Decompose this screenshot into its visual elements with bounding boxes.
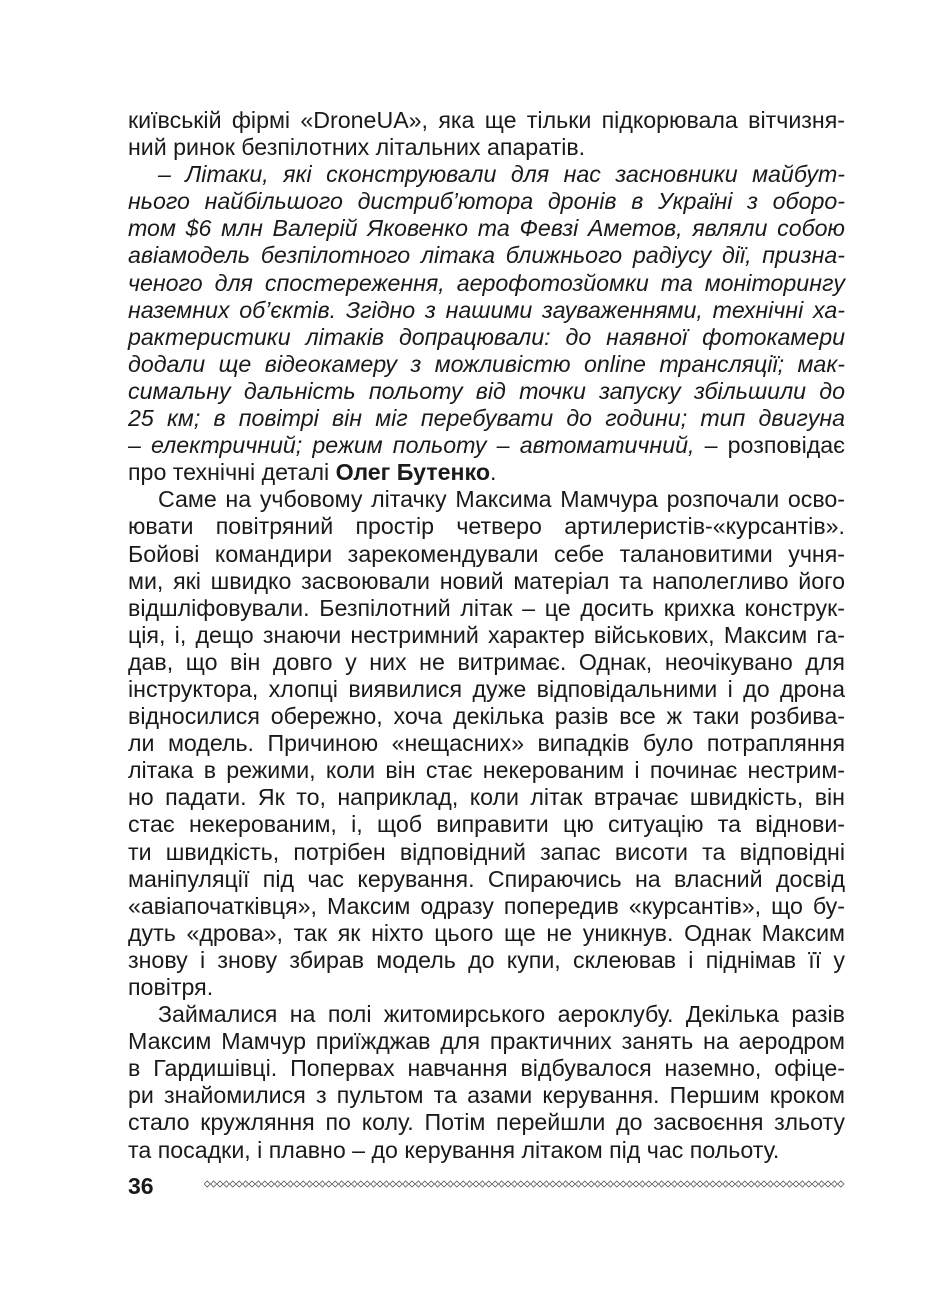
ornament-link	[531, 1181, 537, 1187]
ornament-link	[787, 1181, 793, 1187]
ornament-link	[262, 1181, 268, 1187]
ornament-link	[409, 1181, 415, 1187]
ornament-link	[505, 1181, 511, 1187]
ornament-link	[723, 1181, 729, 1187]
ornament-link	[838, 1181, 844, 1187]
ornament-link	[364, 1181, 370, 1187]
ornament-link	[204, 1181, 210, 1187]
text-line-content: – Літаки, які сконструювали для нас засновники майбут-	[158, 161, 845, 188]
text-line	[128, 811, 845, 838]
ornament-link	[326, 1181, 332, 1187]
ornament-link	[332, 1181, 338, 1187]
text-line	[128, 351, 845, 378]
ornament-link	[339, 1181, 345, 1187]
text-line	[128, 432, 845, 459]
ornament-link	[755, 1181, 761, 1187]
ornament-link	[300, 1181, 306, 1187]
ornament-link	[390, 1181, 396, 1187]
ornament-link	[665, 1181, 671, 1187]
text-line-content: рактеристики літаків допрацювали: до наявної фотокамери	[128, 323, 845, 350]
text-line-content: ри знайомилися з пультом та азами керування. Першим кроком	[128, 1082, 845, 1109]
text-line-content: відшліфовували. Безпілотний літак – це досить крихка конструк-	[128, 594, 845, 621]
ornament-link	[806, 1181, 812, 1187]
ornament-link	[345, 1181, 351, 1187]
text-line	[128, 1001, 845, 1028]
text-line-content: Максим Мамчур приїжджав для практичних занять на аеродром	[128, 1028, 845, 1055]
ornament-link	[435, 1181, 441, 1187]
ornament-link	[633, 1181, 639, 1187]
text-line-content: ченого для спостереження, аерофотозйомки та моніторингу	[128, 269, 845, 296]
text-line	[128, 513, 845, 540]
ornament-link	[761, 1181, 767, 1187]
ornament-link	[428, 1181, 434, 1187]
text-line-content: ювати повітряний простір четверо артилеристів-«курсантів».	[128, 513, 845, 540]
text-line	[128, 1109, 845, 1136]
text-line	[128, 757, 845, 784]
text-line-content: ли модель. Причиною «нещасних» випадків було потрапляння	[128, 730, 845, 757]
text-line-content: літака в режими, коли він стає некерованим і починає нестрим-	[128, 757, 845, 784]
text-line	[128, 378, 845, 405]
ornament-link	[511, 1181, 517, 1187]
ornament-link	[377, 1181, 383, 1187]
text-line-content: Саме на учбовому літачку Максима Мамчура розпочали осво-	[158, 486, 845, 513]
ornament-link	[211, 1181, 217, 1187]
ornament-link	[217, 1181, 223, 1187]
ornament-link	[659, 1181, 665, 1187]
ornament-link	[652, 1181, 658, 1187]
ornament-link	[313, 1181, 319, 1187]
text-line	[128, 107, 845, 134]
text-line	[128, 893, 845, 920]
ornament-link	[383, 1181, 389, 1187]
text-line	[128, 242, 845, 269]
text-line	[128, 405, 845, 432]
ornament-link	[729, 1181, 735, 1187]
ornament-link	[454, 1181, 460, 1187]
text-line-content: знову і знову збирав модель до купи, склеював і піднімав її у	[128, 946, 845, 973]
ornament-link	[710, 1181, 716, 1187]
ornament-link	[223, 1181, 229, 1187]
ornament-link	[703, 1181, 709, 1187]
ornament-link	[441, 1181, 447, 1187]
ornament-link	[671, 1181, 677, 1187]
text-line	[128, 1082, 845, 1109]
ornament-link	[748, 1181, 754, 1187]
ornament-link	[460, 1181, 466, 1187]
ornament-link	[575, 1181, 581, 1187]
ornament-link	[819, 1181, 825, 1187]
text-line	[128, 188, 845, 215]
ornament-link	[294, 1181, 300, 1187]
text-line-content: Займалися на полі житомирського аероклубу. Декілька разів	[158, 1001, 845, 1028]
text-line	[128, 297, 845, 324]
ornament-link	[230, 1181, 236, 1187]
text-line-content: «авіапочатківця», Максим одразу попередив «курсантів», що бу-	[128, 892, 845, 919]
ornament-link	[467, 1181, 473, 1187]
ornament-link	[582, 1181, 588, 1187]
ornament-link	[371, 1181, 377, 1187]
text-line	[128, 649, 845, 676]
ornament-link	[268, 1181, 274, 1187]
ornament-link	[396, 1181, 402, 1187]
ornament-link	[646, 1181, 652, 1187]
ornament-link	[486, 1181, 492, 1187]
ornament-link	[735, 1181, 741, 1187]
text-line	[128, 541, 845, 568]
ornament-link	[742, 1181, 748, 1187]
text-line	[128, 486, 845, 513]
ornament-link	[697, 1181, 703, 1187]
text-line-content: Бойові командири зарекомендували себе талановитими учня-	[128, 540, 845, 567]
text-line	[128, 866, 845, 893]
ornament-link	[307, 1181, 313, 1187]
ornament-link	[518, 1181, 524, 1187]
ornament-link	[550, 1181, 556, 1187]
ornament-link	[793, 1181, 799, 1187]
ornament-link	[812, 1181, 818, 1187]
text-line	[128, 1028, 845, 1055]
text-line	[128, 215, 845, 242]
ornament-link	[492, 1181, 498, 1187]
ornament-link	[601, 1181, 607, 1187]
text-line-content: повітря.	[128, 974, 214, 1000]
ornament-link	[479, 1181, 485, 1187]
ornament-link	[595, 1181, 601, 1187]
text-line	[128, 703, 845, 730]
ornament-link	[831, 1181, 837, 1187]
text-line-content: но падати. Як то, наприклад, коли літак втрачає швидкість, він	[128, 784, 845, 811]
text-line-content: стало кружляння по колу. Потім перейшли до засвоєння зльоту	[128, 1109, 845, 1136]
text-line-content: в Гардишівці. Попервах навчання відбувалося наземно, офіце-	[128, 1055, 845, 1082]
ornament-link	[415, 1181, 421, 1187]
text-line-content: симальну дальність польоту від точки запуску збільшили до	[128, 377, 845, 404]
ornament-link	[499, 1181, 505, 1187]
ornament-link	[716, 1181, 722, 1187]
ornament-link	[524, 1181, 530, 1187]
ornament-link	[243, 1181, 249, 1187]
text-line-content: – електричний; режим польоту – автоматичний,	[128, 432, 695, 459]
text-line-content: 25 км; в повітрі він міг перебувати до години; тип двигуна	[128, 405, 845, 432]
text-line	[128, 974, 845, 1001]
ornament-link	[767, 1181, 773, 1187]
text-line	[128, 1055, 845, 1082]
ornament-link	[774, 1181, 780, 1187]
ornament-link	[684, 1181, 690, 1187]
decorative-chain-rule	[204, 1180, 845, 1188]
ornament-link	[678, 1181, 684, 1187]
text-line	[128, 622, 845, 649]
text-line	[128, 920, 845, 947]
ornament-link	[607, 1181, 613, 1187]
text-line-content: та посадки, і плавно – до керування літаком під час польоту.	[128, 1136, 780, 1163]
ornament-link	[588, 1181, 594, 1187]
text-line	[128, 730, 845, 757]
text-line-content: відносилися обережно, хоча декілька разів все ж таки розбива-	[128, 703, 845, 730]
text-line	[128, 595, 845, 622]
sentence-end: .	[490, 459, 497, 486]
text-line-content: ний ринок безпілотних літальних апаратів.	[128, 134, 586, 161]
ornament-link	[287, 1181, 293, 1187]
text-line	[128, 161, 845, 188]
text-line-content: дуть «дрова», так як ніхто цього ще не уникнув. Однак Максим	[128, 919, 845, 946]
page-number: 36	[128, 1173, 154, 1199]
ornament-link	[556, 1181, 562, 1187]
text-line-content: ція, і, дещо знаючи нестримний характер військових, Максим га-	[128, 621, 845, 648]
ornament-link	[537, 1181, 543, 1187]
speaker-name: Олег Бутенко	[335, 459, 491, 486]
ornament-link	[799, 1181, 805, 1187]
text-line	[128, 1137, 845, 1164]
ornament-link	[825, 1181, 831, 1187]
ornament-link	[627, 1181, 633, 1187]
ornament-link	[358, 1181, 364, 1187]
ornament-link	[319, 1181, 325, 1187]
text-line-content: наземних об’єктів. Згідно з нашими зауваженнями, технічні ха-	[128, 296, 845, 323]
ornament-link	[351, 1181, 357, 1187]
ornament-link	[447, 1181, 453, 1187]
text-line	[128, 784, 845, 811]
text-line-content: том $6 млн Валерій Яковенко та Февзі Аметов, являли собою	[128, 215, 845, 242]
text-line	[128, 676, 845, 703]
ornament-link	[569, 1181, 575, 1187]
text-line	[128, 134, 845, 161]
text-line-content: київській фірмі «DroneUA», яка ще тільки підкорювала вітчизня-	[128, 107, 845, 133]
text-line-content: про технічні деталі	[128, 459, 336, 486]
ornament-link	[543, 1181, 549, 1187]
text-line	[128, 947, 845, 974]
text-line-content: ми, які швидко засвоювали новий матеріал та наполегливо його	[128, 567, 845, 594]
text-line-content: стає некерованим, і, щоб виправити цю ситуацію та віднови-	[128, 811, 845, 838]
ornament-link	[403, 1181, 409, 1187]
text-line	[128, 568, 845, 595]
text-line	[128, 839, 845, 866]
ornament-link	[780, 1181, 786, 1187]
ornament-link	[563, 1181, 569, 1187]
page-footer	[128, 1170, 845, 1200]
text-line-content: нього найбільшого дистриб’ютора дронів в Україні з оборо-	[128, 188, 845, 215]
ornament-link	[249, 1181, 255, 1187]
ornament-link	[639, 1181, 645, 1187]
text-line-content: інструктора, хлопці виявилися дуже відповідальними і до дрона	[128, 675, 845, 702]
text-line-content: ти швидкість, потрібен відповідний запас висоти та відповідні	[128, 838, 845, 865]
text-line	[128, 324, 845, 351]
text-line-content: авіамодель безпілотного літака ближнього радіусу дії, призна-	[128, 242, 845, 269]
ornament-link	[255, 1181, 261, 1187]
ornament-link	[691, 1181, 697, 1187]
ornament-link	[473, 1181, 479, 1187]
text-line-content: додали ще відеокамеру з можливістю online трансляції; мак-	[128, 350, 845, 377]
text-line-content: дав, що він довго у них не витримає. Однак, неочікувано для	[128, 648, 845, 675]
ornament-link	[236, 1181, 242, 1187]
text-line	[128, 270, 845, 297]
ornament-link	[614, 1181, 620, 1187]
text-line	[128, 459, 845, 486]
ornament-link	[281, 1181, 287, 1187]
text-line-attribution: – розповідає	[694, 432, 846, 459]
ornament-link	[275, 1181, 281, 1187]
body-text	[128, 107, 845, 1164]
ornament-link	[422, 1181, 428, 1187]
ornament-link	[620, 1181, 626, 1187]
text-line-content: маніпуляції під час керування. Спираючись на власний досвід	[128, 865, 845, 892]
